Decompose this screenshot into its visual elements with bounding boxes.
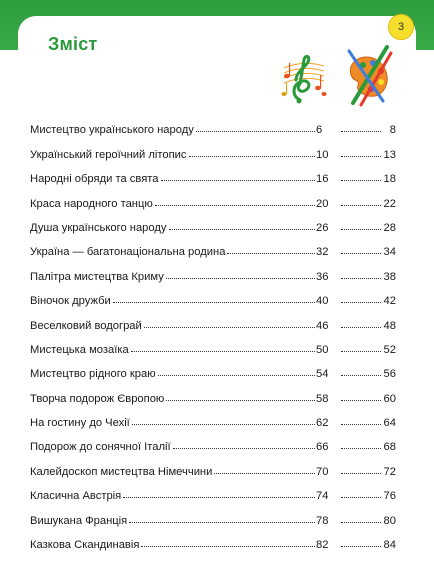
toc-end-page: 76 [383, 490, 396, 503]
toc-row [30, 380, 396, 404]
toc-end-page: 28 [383, 221, 396, 234]
dot-leader [169, 229, 316, 230]
toc-end-page: 72 [383, 465, 396, 478]
palette-brush-icon [343, 45, 395, 107]
toc-start-page: 32 [316, 246, 329, 259]
toc-start-page: 82 [316, 539, 329, 552]
toc-entry-title: Казкова Скандинавія [30, 539, 140, 552]
toc-start-page: 40 [316, 295, 329, 308]
toc-row [30, 283, 396, 307]
dot-leader [173, 448, 315, 449]
dot-leader [341, 473, 381, 474]
dot-leader [196, 131, 315, 132]
dot-leader [341, 302, 381, 303]
toc-entry-title: Творча подорож Європою [30, 392, 165, 405]
toc-entry-title: Мистецька мозаїка [30, 343, 129, 356]
dot-leader [158, 375, 315, 376]
page-number-badge: 3 [388, 14, 414, 40]
toc-end-page: 13 [383, 148, 396, 161]
toc-end-page: 52 [383, 343, 396, 356]
toc-start-page: 50 [316, 343, 329, 356]
toc-start-page: 6 [316, 124, 323, 137]
toc-row [30, 502, 396, 526]
toc-entry-title: Подорож до сонячної Італії [30, 441, 171, 454]
toc-entry-title: Український героїчний літопис [30, 148, 187, 161]
dot-leader [141, 546, 315, 547]
toc-end-page: 80 [383, 514, 396, 527]
toc-entry-title: Народні обряди та свята [30, 173, 159, 186]
dot-leader [341, 424, 381, 425]
toc-row [30, 258, 396, 282]
dot-leader [341, 180, 381, 181]
dot-leader [129, 522, 315, 523]
toc-start-page: 10 [316, 148, 329, 161]
dot-leader [341, 400, 381, 401]
toc-row [30, 478, 396, 502]
dot-leader [341, 205, 381, 206]
dot-leader [341, 327, 381, 328]
toc-start-page: 20 [316, 197, 329, 210]
toc-entry-title: Класична Австрія [30, 490, 122, 503]
dot-leader [341, 253, 381, 254]
toc-end-page: 18 [383, 173, 396, 186]
music-notes-icon [278, 50, 328, 106]
toc-entry-title: Мистецтво українського народу [30, 124, 194, 137]
toc-row [30, 234, 396, 258]
toc-start-page: 78 [316, 514, 329, 527]
dot-leader [341, 448, 381, 449]
toc-row [30, 453, 396, 477]
toc-start-page: 66 [316, 441, 329, 454]
dot-leader [341, 229, 381, 230]
toc-row [30, 210, 396, 234]
toc-entry-title: Вишукана Франція [30, 514, 128, 527]
dot-leader [341, 546, 381, 547]
toc-start-page: 62 [316, 417, 329, 430]
toc-start-page: 26 [316, 221, 329, 234]
toc-row [30, 161, 396, 185]
dot-leader [341, 131, 381, 132]
dot-leader [341, 156, 381, 157]
table-of-contents [30, 112, 396, 551]
dot-leader [341, 375, 381, 376]
toc-entry-title: Віночок дружби [30, 295, 111, 308]
toc-entry-title: На гостину до Чехії [30, 417, 130, 430]
toc-end-page: 42 [383, 295, 396, 308]
toc-entry-title: Душа українського народу [30, 221, 167, 234]
dot-leader [166, 278, 315, 279]
dot-leader [341, 351, 381, 352]
toc-row [30, 405, 396, 429]
toc-entry-title: Палітра мистецтва Криму [30, 270, 164, 283]
toc-row [30, 112, 396, 136]
toc-end-page: 60 [383, 392, 396, 405]
dot-leader [189, 156, 315, 157]
dot-leader [144, 327, 315, 328]
dot-leader [123, 497, 315, 498]
toc-row [30, 307, 396, 331]
toc-end-page: 84 [383, 539, 396, 552]
dot-leader [131, 351, 315, 352]
toc-entry-title: Калейдоскоп мистецтва Німеччини [30, 465, 213, 478]
dot-leader [155, 205, 315, 206]
dot-leader [341, 497, 381, 498]
dot-leader [214, 473, 315, 474]
toc-start-page: 58 [316, 392, 329, 405]
dot-leader [132, 424, 315, 425]
toc-row [30, 185, 396, 209]
dot-leader [227, 253, 315, 254]
toc-entry-title: Краса народного танцю [30, 197, 153, 210]
toc-end-page: 38 [383, 270, 396, 283]
toc-row [30, 356, 396, 380]
toc-end-page: 34 [383, 246, 396, 259]
dot-leader [341, 278, 381, 279]
toc-end-page: 22 [383, 197, 396, 210]
toc-entry-title: Мистецтво рідного краю [30, 368, 156, 381]
dot-leader [341, 522, 381, 523]
page-title: Зміст [48, 34, 98, 54]
toc-start-page: 46 [316, 319, 329, 332]
toc-end-page: 64 [383, 417, 396, 430]
toc-row [30, 429, 396, 453]
toc-row [30, 136, 396, 160]
dot-leader [113, 302, 315, 303]
toc-entry-title: Веселковий водограй [30, 319, 142, 332]
dot-leader [161, 180, 316, 181]
toc-start-page: 74 [316, 490, 329, 503]
toc-entry-title: Україна — багатонаціональна родина [30, 246, 226, 259]
toc-end-page: 48 [383, 319, 396, 332]
dot-leader [166, 400, 315, 401]
toc-start-page: 70 [316, 465, 329, 478]
toc-end-page: 56 [383, 368, 396, 381]
toc-end-page: 68 [383, 441, 396, 454]
toc-start-page: 36 [316, 270, 329, 283]
toc-row [30, 527, 396, 551]
toc-end-page: 8 [389, 124, 396, 137]
toc-start-page: 16 [316, 173, 329, 186]
toc-row [30, 332, 396, 356]
toc-start-page: 54 [316, 368, 329, 381]
